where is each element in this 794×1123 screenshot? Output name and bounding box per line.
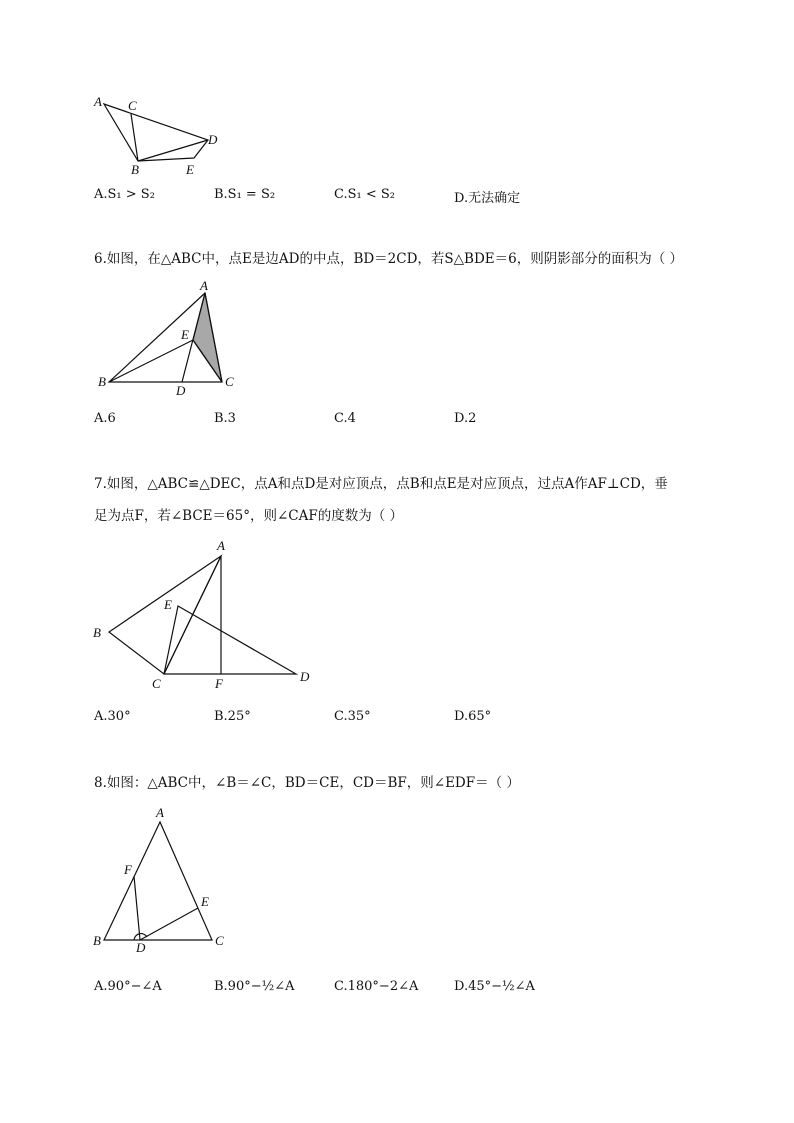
q7-label-e: E bbox=[164, 597, 172, 612]
q6-label-b: B bbox=[98, 374, 106, 389]
q8-label-f: F bbox=[124, 862, 132, 877]
q5-label-e: E bbox=[186, 162, 194, 177]
q7-option-d[interactable]: D.65° bbox=[454, 709, 492, 724]
q6-label-c: C bbox=[225, 374, 234, 389]
q7-label-f: F bbox=[215, 676, 223, 691]
q7-label-a: A bbox=[217, 538, 225, 553]
q8-option-b[interactable]: B.90°−½∠A bbox=[214, 979, 295, 994]
q8-label-d: D bbox=[136, 940, 146, 955]
q6-label-e: E bbox=[181, 327, 189, 342]
q5-label-c: C bbox=[128, 98, 137, 113]
q8-option-c[interactable]: C.180°−2∠A bbox=[334, 979, 419, 994]
q8-stem: 8.如图：△ABC中，∠B＝∠C，BD＝CE，CD＝BF，则∠EDF＝（ ） bbox=[94, 775, 520, 791]
q5-figure bbox=[88, 92, 228, 182]
q7-option-a[interactable]: A.30° bbox=[94, 709, 131, 724]
q8-figure bbox=[88, 804, 238, 956]
q7-stem-line-1: 7.如图，△ABC≌△DEC，点A和点D是对应顶点，点B和点E是对应顶点，过点A作AF⊥CD，垂 bbox=[94, 476, 668, 492]
q5-option-b[interactable]: B.S₁ = S₂ bbox=[214, 187, 276, 202]
q6-figure bbox=[94, 276, 244, 400]
q8-label-e: E bbox=[201, 894, 209, 909]
q6-label-d: D bbox=[176, 383, 186, 398]
q7-label-c: C bbox=[152, 676, 161, 691]
q5-option-a[interactable]: A.S₁ > S₂ bbox=[94, 187, 155, 202]
q8-label-a: A bbox=[156, 805, 164, 820]
q8-option-d[interactable]: D.45°−½∠A bbox=[454, 979, 535, 994]
q6-option-a[interactable]: A.6 bbox=[94, 411, 116, 426]
q6-label-a: A bbox=[200, 278, 208, 293]
q6-stem: 6.如图，在△ABC中，点E是边AD的中点，BD＝2CD，若S△BDE＝6，则阴影部分的面积为（ ） bbox=[94, 251, 684, 267]
q6-option-d[interactable]: D.2 bbox=[454, 411, 477, 426]
q7-option-b[interactable]: B.25° bbox=[214, 709, 251, 724]
q6-option-b[interactable]: B.3 bbox=[214, 411, 236, 426]
q8-label-b: B bbox=[93, 933, 101, 948]
q7-figure bbox=[88, 536, 320, 696]
q8-label-c: C bbox=[215, 933, 224, 948]
q7-option-c[interactable]: C.35° bbox=[334, 709, 371, 724]
q7-label-b: B bbox=[93, 625, 101, 640]
q5-label-a: A bbox=[94, 94, 102, 109]
q5-option-d[interactable]: D.无法确定 bbox=[454, 191, 521, 206]
q7-stem-line-2: 足为点F，若∠BCE＝65°，则∠CAF的度数为（ ） bbox=[94, 508, 404, 524]
q5-label-d: D bbox=[208, 132, 218, 147]
q5-option-c[interactable]: C.S₁ < S₂ bbox=[334, 187, 396, 202]
q5-label-b: B bbox=[131, 162, 139, 177]
q8-option-a[interactable]: A.90°−∠A bbox=[94, 979, 162, 994]
q6-option-c[interactable]: C.4 bbox=[334, 411, 356, 426]
q7-label-d: D bbox=[300, 669, 310, 684]
